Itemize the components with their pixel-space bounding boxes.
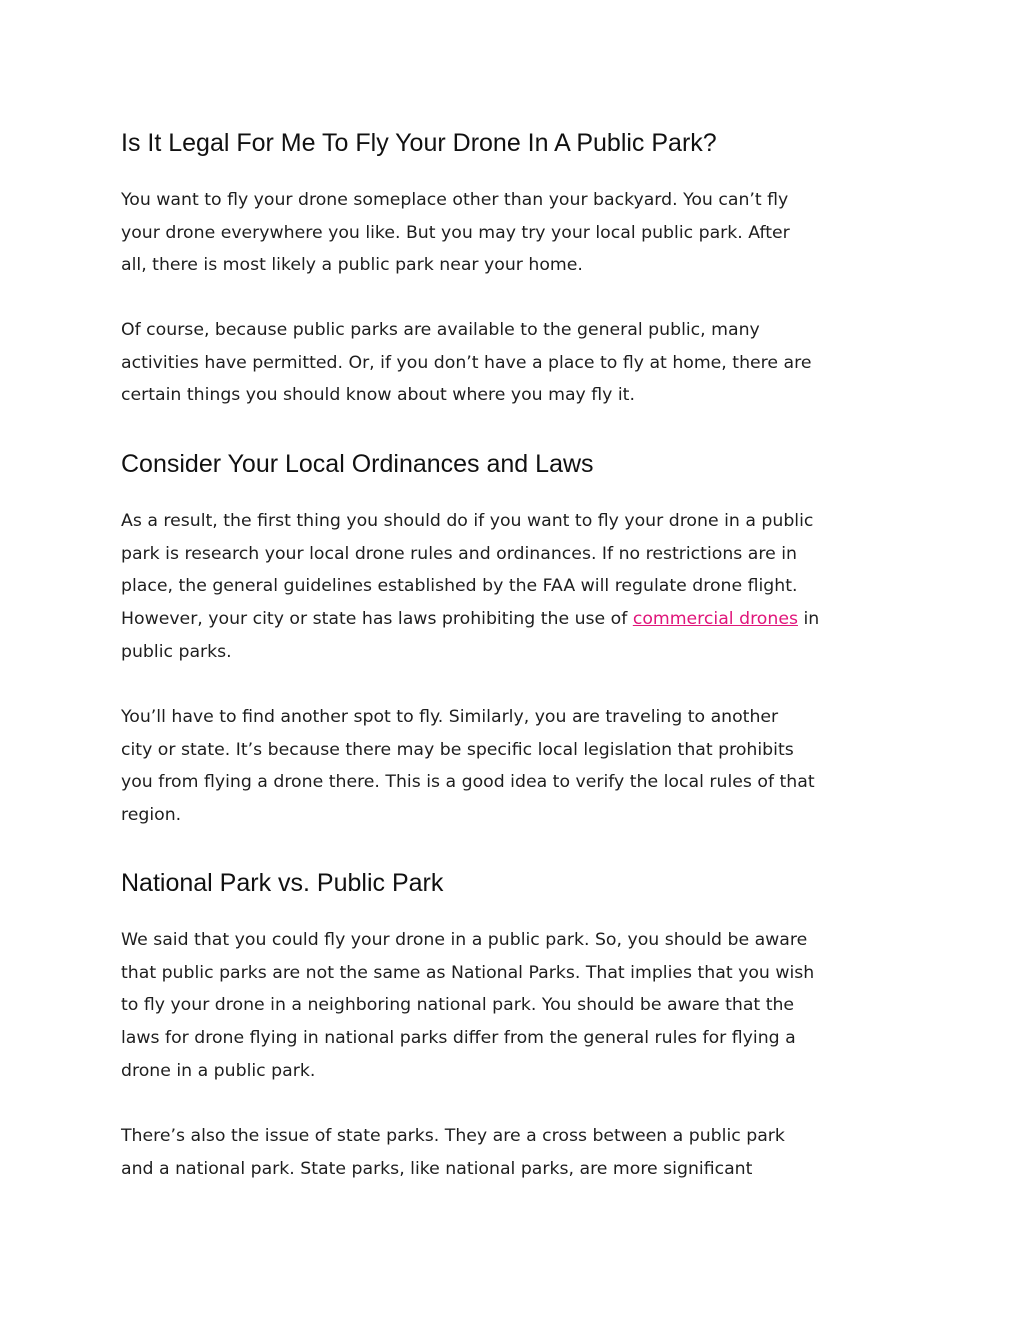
paragraph-intro — [121, 184, 911, 282]
paragraph-research-rules — [121, 505, 911, 669]
text-line: city or state. It’s because there may be specific local legislation that prohibits — [121, 739, 794, 760]
text-line: place, the general guidelines established by the FAA will regulate drone flight. — [121, 576, 798, 597]
text-line: all, there is most likely a public park near your home. — [121, 255, 583, 276]
text-line: drone in a public park. — [121, 1060, 316, 1081]
text-line: We said that you could fly your drone in a public park. So, you should be aware — [121, 930, 808, 950]
text-line: your drone everywhere you like. But you may try your local public park. After — [121, 222, 790, 243]
text-fragment: However, your city or state has laws prohibiting the use of — [121, 609, 633, 630]
heading-national-vs-public: National Park vs. Public Park — [121, 869, 444, 897]
paragraph-national-parks — [121, 924, 911, 1088]
text-line: park is research your local drone rules and ordinances. If no restrictions are in — [121, 543, 797, 564]
text-line: region. — [121, 805, 182, 826]
text-line: As a result, the first thing you should do if you want to fly your drone in a public — [121, 511, 814, 531]
text-line: You’ll have to find another spot to fly. Similarly, you are traveling to another — [121, 707, 779, 727]
text-line: you from flying a drone there. This is a good idea to verify the local rules of that — [121, 772, 815, 793]
text-line-with-link — [121, 603, 911, 636]
text-line: There’s also the issue of state parks. They are a cross between a public park — [121, 1126, 785, 1146]
text-line: laws for drone flying in national parks differ from the general rules for flying a — [121, 1028, 796, 1049]
text-line: certain things you should know about where you may fly it. — [121, 385, 635, 406]
text-line: Of course, because public parks are available to the general public, many — [121, 320, 760, 340]
paragraph-state-parks — [121, 1120, 911, 1185]
paragraph-general-public — [121, 314, 911, 412]
text-line: You want to fly your drone someplace other than your backyard. You can’t fly — [121, 190, 789, 210]
text-line: that public parks are not the same as National Parks. That implies that you wish — [121, 962, 815, 983]
paragraph-another-spot — [121, 701, 911, 832]
text-line: public parks. — [121, 641, 232, 662]
heading-local-ordinances: Consider Your Local Ordinances and Laws — [121, 450, 594, 478]
commercial-drones-link[interactable]: commercial drones — [632, 609, 798, 630]
text-line: and a national park. State parks, like national parks, are more significant — [121, 1158, 753, 1179]
heading-legal-public-park: Is It Legal For Me To Fly Your Drone In A Public Park? — [121, 129, 717, 157]
text-line: activities have permitted. Or, if you don’t have a place to fly at home, there are — [121, 352, 812, 373]
text-fragment: in — [797, 609, 820, 630]
text-line: to fly your drone in a neighboring national park. You should be aware that the — [121, 995, 795, 1016]
